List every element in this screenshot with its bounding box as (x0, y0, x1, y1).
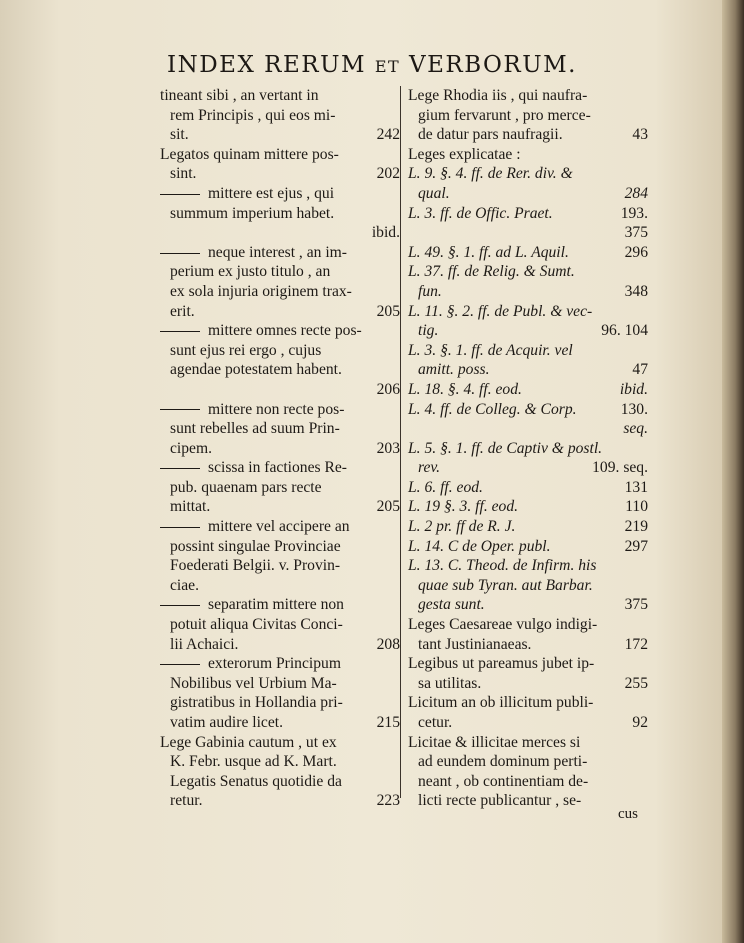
entry-line: Nobilibus vel Urbium Ma- (170, 674, 337, 692)
dash (160, 409, 200, 410)
page-ref: 43 (632, 126, 648, 144)
entry-line: rev. (418, 459, 441, 477)
entry-line: separatim mittere non (208, 596, 344, 614)
page-ref: 130. (620, 400, 648, 418)
page-ref: ibid. (619, 380, 648, 398)
index-entry (160, 145, 400, 184)
page-ref: 215 (376, 714, 400, 731)
page-ref: 255 (624, 674, 648, 692)
entry-line: L. 14. C de Oper. publ. (408, 537, 551, 555)
page-ref: 219 (624, 518, 648, 536)
index-entry (160, 654, 400, 732)
page-ref: 223 (376, 792, 400, 810)
page-edge (722, 0, 744, 943)
entry-line: scissa in factiones Re- (208, 459, 348, 477)
entry-line: Leges explicatae : (408, 145, 521, 163)
page-ref: ibid. (371, 224, 400, 242)
entry-line: de datur pars naufragii. (418, 126, 563, 144)
index-entry (408, 478, 648, 498)
index-entry (408, 341, 648, 380)
page-ref: 296 (624, 243, 648, 261)
page-ref: 348 (624, 282, 648, 300)
entry-line: amitt. poss. (418, 361, 490, 379)
index-entry (160, 595, 400, 654)
index-entry (160, 517, 400, 595)
entry-line: tineant sibi , an vertant in (160, 87, 319, 104)
entry-line: sunt ejus rei ergo , cujus (170, 341, 322, 359)
entry-line: L. 49. §. 1. ff. ad L. Aquil. (408, 243, 569, 261)
index-entry (160, 86, 400, 145)
page-ref: 172 (624, 635, 648, 653)
page-ref: 110 (625, 498, 648, 516)
entry-line: cipem. (170, 439, 212, 457)
entry-line: L. 19 §. 3. ff. eod. (408, 498, 519, 516)
index-entry (160, 458, 400, 517)
entry-line: Licitum an ob illicitum publi- (408, 694, 594, 712)
entry-line: exterorum Principum (208, 655, 341, 673)
dash (160, 253, 200, 254)
entry-line: lii Achaici. (170, 635, 239, 653)
page-ref: 284 (624, 184, 648, 202)
index-entry (408, 517, 648, 537)
index-entry (408, 204, 648, 243)
entry-line: sa utilitas. (418, 674, 482, 692)
entry-line: mittere est ejus , qui (208, 184, 335, 202)
index-entry (160, 243, 400, 321)
running-head-part1: INDEX RERUM (167, 52, 367, 78)
index-entry (408, 400, 648, 439)
entry-line: K. Febr. usque ad K. Mart. (170, 753, 337, 771)
dash (160, 331, 200, 332)
page-ref: 203 (376, 439, 400, 457)
entry-line: sit. (170, 126, 189, 144)
left-column (160, 86, 400, 811)
entry-line: mittere non recte pos- (208, 400, 345, 418)
index-entry (408, 243, 648, 263)
dash (160, 194, 200, 195)
entry-line: gium fervarunt , pro merce- (418, 106, 591, 124)
index-entry (408, 537, 648, 557)
entry-line: fun. (418, 282, 442, 300)
entry-line: L. 9. §. 4. ff. de Rer. div. & (408, 165, 573, 183)
entry-line: potuit aliqua Civitas Conci- (170, 616, 343, 634)
entry-line: Licitae & illicitae merces si (408, 733, 581, 751)
page-ref: 206 (376, 380, 400, 398)
dash (160, 527, 200, 528)
entry-line: mittere omnes recte pos- (208, 322, 362, 340)
entry-line: gistratibus in Hollandia pri- (170, 694, 343, 712)
page-ref: 297 (624, 537, 648, 555)
dash (160, 664, 200, 665)
index-entry (408, 86, 648, 145)
entry-line: L. 37. ff. de Relig. & Sumt. (408, 263, 575, 281)
dash (160, 468, 200, 469)
index-entry (408, 497, 648, 517)
entry-line: quae sub Tyran. aut Barbar. (418, 576, 593, 594)
entry-line: pub. quaenam pars recte (170, 478, 322, 496)
entry-line: summum imperium habet. (170, 204, 335, 222)
entry-line: perium ex justo titulo , an (170, 263, 331, 281)
entry-line: rem Principis , qui eos mi- (170, 106, 336, 124)
entry-line: L. 3. ff. de Offic. Praet. (408, 204, 553, 222)
entry-line: licti recte publicantur , se- (418, 792, 582, 810)
index-entry (408, 733, 648, 811)
index-entry (408, 654, 648, 693)
page-ref: 202 (376, 165, 400, 183)
index-entry (408, 439, 648, 478)
index-entry (408, 302, 648, 341)
page-ref: 92 (632, 714, 648, 731)
index-entry (160, 321, 400, 399)
running-head-part2: ET (374, 57, 401, 76)
running-head (0, 52, 744, 78)
page-ref: 205 (376, 498, 400, 516)
entry-line: Legatis Senatus quotidie da (170, 772, 342, 790)
running-head-part3: VERBORUM. (409, 52, 577, 78)
entry-line: L. 18. §. 4. ff. eod. (408, 380, 522, 398)
entry-line: vatim audire licet. (170, 714, 284, 731)
index-entry (408, 262, 648, 301)
page-ref: 193. (620, 204, 648, 222)
catchword: cus (618, 806, 638, 822)
index-entry (408, 615, 648, 654)
index-entry (408, 164, 648, 203)
entry-line: ex sola injuria originem trax- (170, 282, 352, 300)
entry-line: mittere vel accipere an (208, 518, 350, 536)
page-ref: seq. (623, 420, 648, 438)
entry-line: Lege Gabinia cautum , ut ex (160, 733, 337, 751)
entry-line: L. 11. §. 2. ff. de Publ. & vec- (408, 302, 593, 320)
entry-line: L. 6. ff. eod. (408, 478, 483, 496)
index-entry (160, 184, 400, 243)
entry-line: sint. (170, 165, 197, 183)
entry-line: L. 13. C. Theod. de Infirm. his (408, 557, 597, 575)
entry-line: neque interest , an im- (208, 243, 347, 261)
page-ref: 131 (624, 478, 648, 496)
entry-line: gesta sunt. (418, 596, 485, 614)
entry-line: L. 5. §. 1. ff. de Captiv & postl. (408, 439, 603, 457)
page-ref: 109. seq. (592, 459, 648, 477)
page-ref: 205 (376, 302, 400, 320)
entry-line: Leges Caesareae vulgo indigi- (408, 616, 598, 634)
index-entry (160, 400, 400, 459)
entry-line: Legibus ut pareamus jubet ip- (408, 655, 595, 673)
entry-line: Lege Rhodia iis , qui naufra- (408, 87, 588, 104)
entry-line: Legatos quinam mittere pos- (160, 145, 339, 163)
dash (160, 605, 200, 606)
page-ref: 375 (624, 596, 648, 614)
entry-line: mittat. (170, 498, 211, 516)
index-entry (408, 693, 648, 732)
index-entry (408, 380, 648, 400)
page-ref: 242 (376, 126, 400, 144)
entry-line: L. 2 pr. ff de R. J. (408, 518, 516, 536)
entry-line: tig. (418, 322, 439, 340)
entry-line: possint singulae Provinciae (170, 537, 341, 555)
entry-line: agendae potestatem habent. (170, 361, 342, 379)
index-entry (408, 556, 648, 615)
column-rule (400, 86, 401, 798)
right-column (408, 86, 648, 811)
entry-line: ciae. (170, 576, 199, 594)
entry-line: neant , ob continentiam de- (418, 772, 589, 790)
index-entry (408, 145, 648, 165)
page-ref: 96. 104 (601, 322, 648, 340)
entry-line: L. 3. §. 1. ff. de Acquir. vel (408, 341, 573, 359)
entry-line: L. 4. ff. de Colleg. & Corp. (408, 400, 577, 418)
entry-line: ad eundem dominum perti- (418, 753, 588, 771)
entry-line: cetur. (418, 714, 453, 731)
entry-line: retur. (170, 792, 203, 810)
page-ref: 208 (376, 635, 400, 653)
entry-line: Foederati Belgii. v. Provin- (170, 557, 341, 575)
entry-line: tant Justinianaeas. (418, 635, 532, 653)
entry-line: qual. (418, 184, 450, 202)
page-ref: 47 (632, 361, 648, 379)
page-ref: 375 (624, 224, 648, 242)
entry-line: erit. (170, 302, 195, 320)
index-entry (160, 733, 400, 811)
entry-line: sunt rebelles ad suum Prin- (170, 420, 340, 438)
